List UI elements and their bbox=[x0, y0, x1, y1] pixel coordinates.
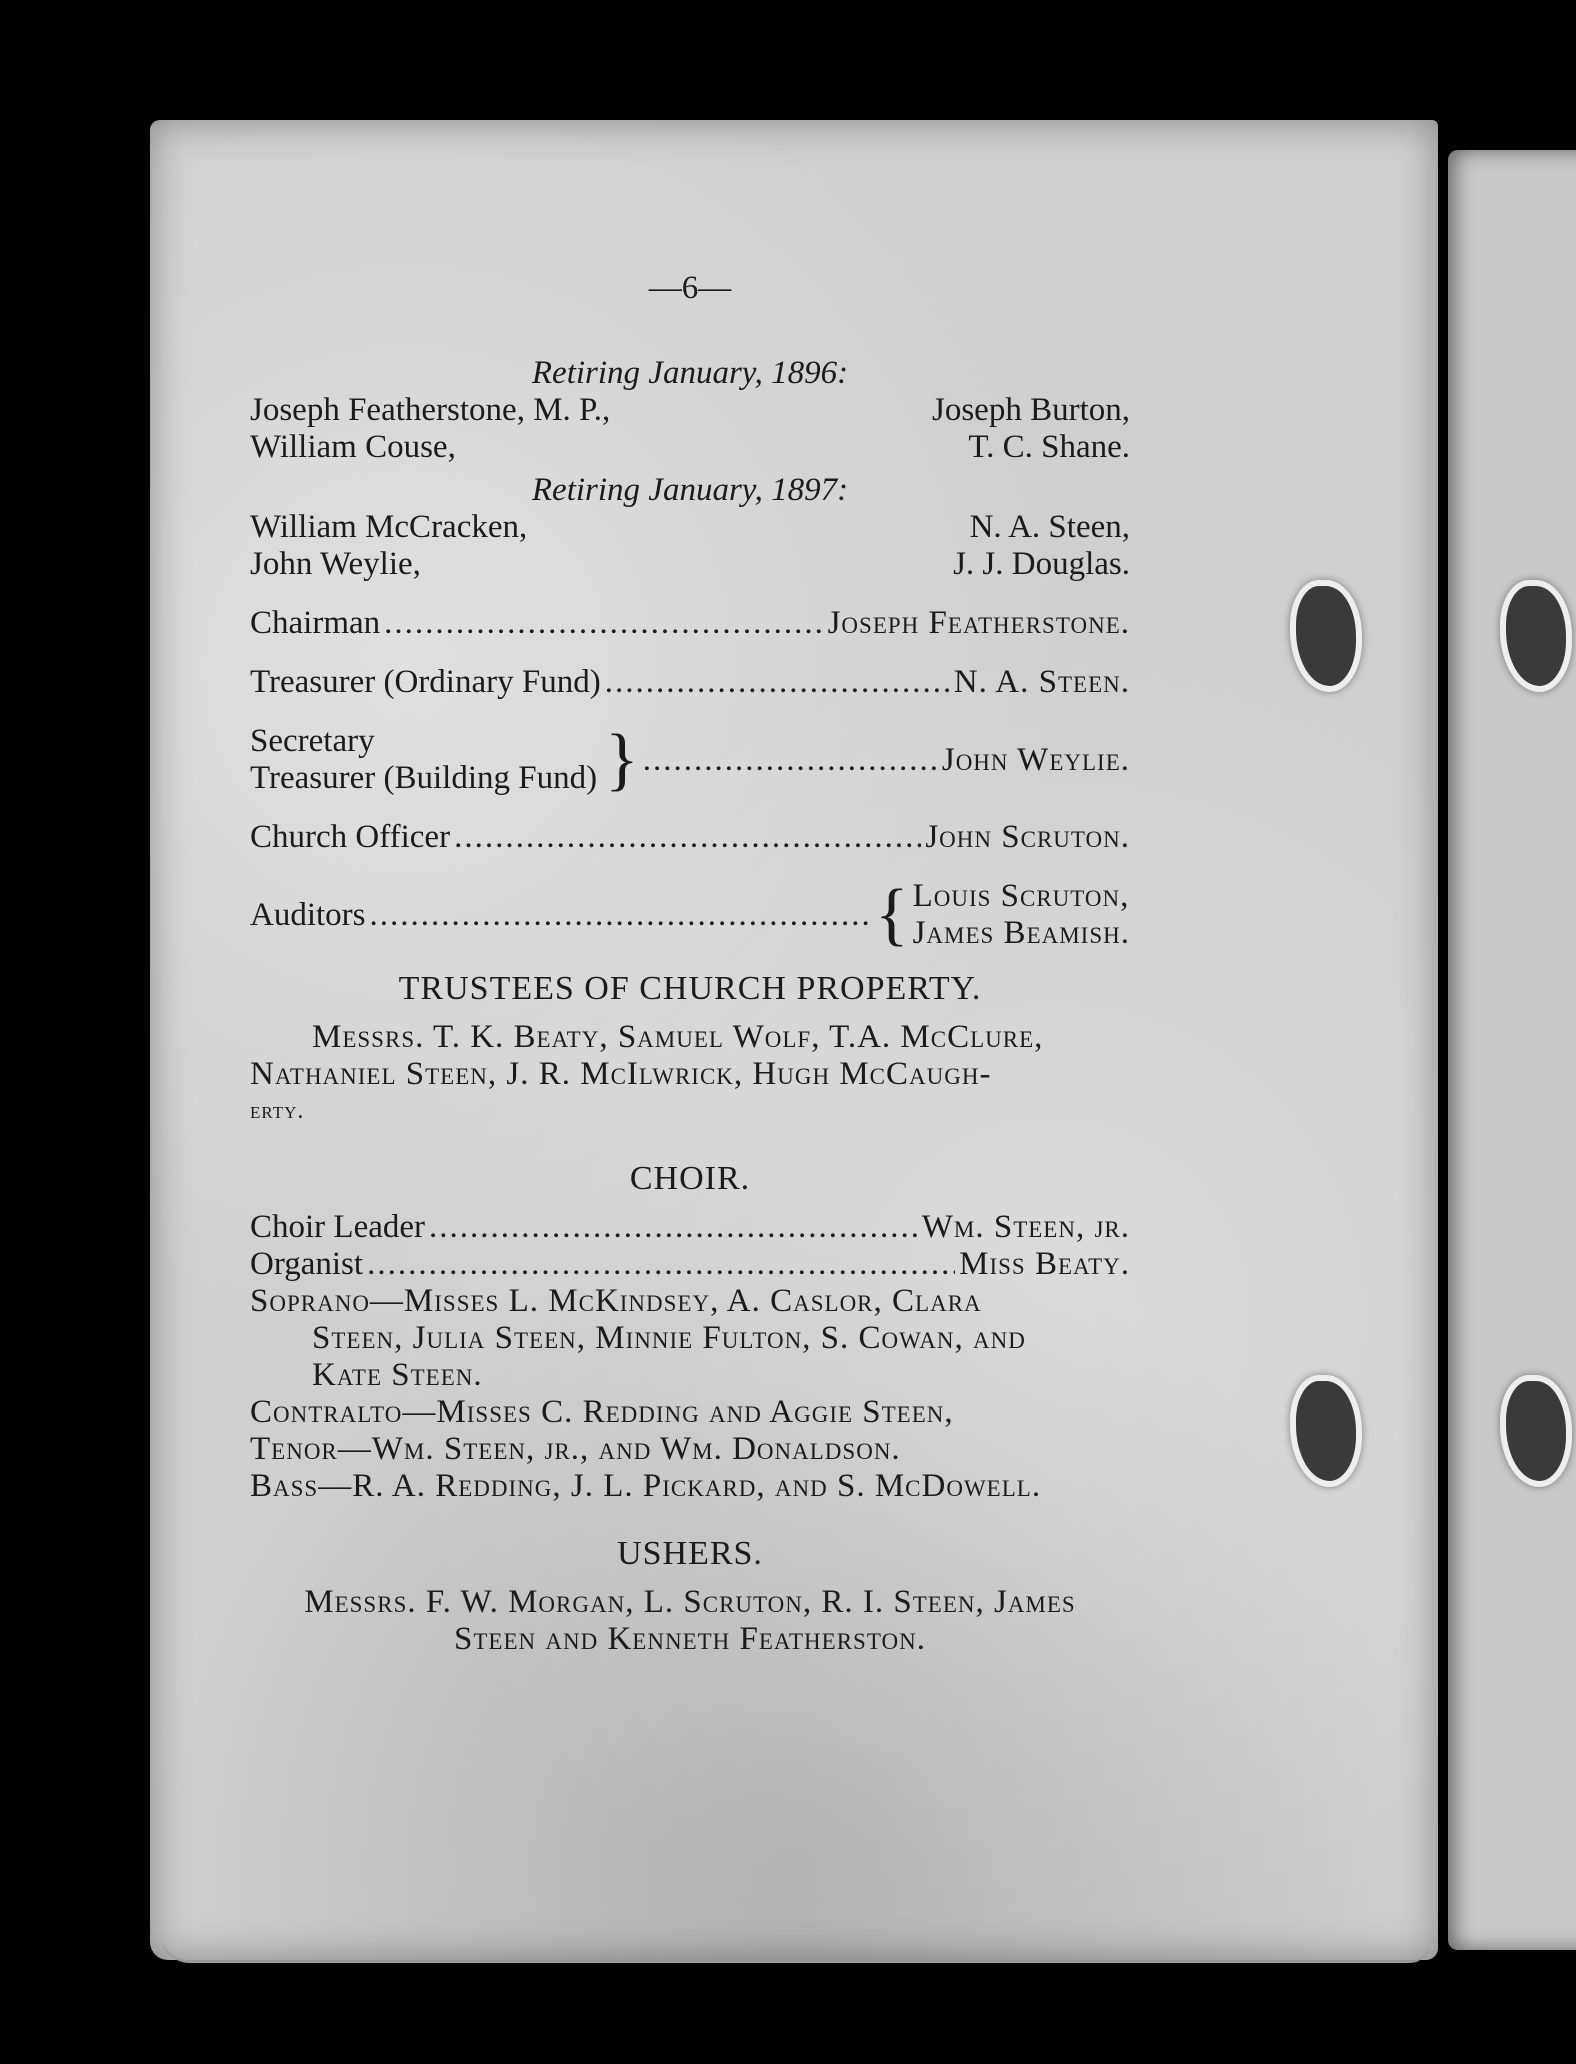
choir-leader-value: Wm. Steen, jr. bbox=[921, 1209, 1130, 1245]
page-content bbox=[250, 270, 1130, 1658]
auditor-name: James Beamish. bbox=[912, 915, 1130, 951]
secretary-row bbox=[250, 723, 1130, 797]
organist-value: Miss Beaty. bbox=[959, 1246, 1130, 1282]
leader-dots bbox=[384, 605, 823, 642]
page-edge bbox=[160, 1900, 1430, 1963]
organist-row bbox=[250, 1246, 1130, 1283]
page-number: —6— bbox=[648, 270, 732, 306]
soprano-line: Steen, Julia Steen, Minnie Fulton, S. Cowan, and bbox=[312, 1320, 1026, 1356]
brace: } bbox=[605, 721, 639, 798]
secretary-value: John Weylie. bbox=[941, 741, 1130, 778]
auditors-list bbox=[913, 878, 1130, 952]
retiring-1896-label: Retiring January, 1896: bbox=[531, 355, 849, 391]
trustees-text: Messrs. T. K. Beaty, Samuel Wolf, T.A. McClure, bbox=[312, 1019, 1044, 1055]
secretary-label: Secretary bbox=[250, 723, 375, 759]
board-member: N. A. Steen, bbox=[969, 509, 1130, 545]
choir-heading: CHOIR. bbox=[629, 1160, 751, 1197]
chairman-value: Joseph Featherstone. bbox=[827, 605, 1130, 641]
bass-line: Bass—R. A. Redding, J. L. Pickard, and S. McDowell. bbox=[250, 1468, 1042, 1504]
choir-leader-row bbox=[250, 1209, 1130, 1246]
chairman-label: Chairman bbox=[250, 605, 381, 641]
ushers-line: Steen and Kenneth Featherston. bbox=[454, 1621, 926, 1657]
leader-dots bbox=[429, 1209, 918, 1246]
trustees-line: Nathaniel Steen, J. R. McIlwrick, Hugh McCaugh- bbox=[250, 1056, 992, 1092]
secretary-labels bbox=[250, 723, 597, 797]
choir-leader-label: Choir Leader bbox=[250, 1209, 426, 1245]
board-member: John Weylie, bbox=[250, 546, 421, 582]
trustees-heading: TRUSTEES OF CHURCH PROPERTY. bbox=[398, 970, 982, 1007]
contralto-line: Contralto—Misses C. Redding and Aggie Steen, bbox=[250, 1394, 954, 1430]
board-row bbox=[250, 546, 1130, 583]
board-member: William Couse, bbox=[250, 429, 456, 465]
leader-dots bbox=[643, 742, 938, 779]
leader-dots bbox=[454, 819, 921, 856]
tenor-line: Tenor—Wm. Steen, jr., and Wm. Donaldson. bbox=[250, 1431, 901, 1467]
officer-label: Church Officer bbox=[250, 819, 451, 855]
trustees-line bbox=[250, 1019, 1130, 1056]
brace: { bbox=[874, 876, 909, 953]
retiring-1897-label: Retiring January, 1897: bbox=[531, 472, 849, 508]
chairman-row bbox=[250, 605, 1130, 642]
treasurer-row bbox=[250, 664, 1130, 701]
organist-label: Organist bbox=[250, 1246, 364, 1282]
board-row bbox=[250, 429, 1130, 466]
board-member: Joseph Featherstone, M. P., bbox=[250, 392, 611, 428]
board-row bbox=[250, 509, 1130, 546]
officer-value: John Scruton. bbox=[925, 819, 1130, 855]
treasurer-label: Treasurer (Ordinary Fund) bbox=[250, 664, 601, 700]
leader-dots bbox=[370, 897, 871, 934]
board-member: William McCracken, bbox=[250, 509, 528, 545]
board-member: J. J. Douglas. bbox=[953, 546, 1130, 582]
soprano-line: Kate Steen. bbox=[312, 1357, 483, 1393]
auditors-label: Auditors bbox=[250, 896, 366, 933]
soprano-line: Soprano—Misses L. McKindsey, A. Caslor, Clara bbox=[250, 1283, 982, 1319]
board-member: T. C. Shane. bbox=[968, 429, 1130, 465]
trustees-line: erty. bbox=[250, 1098, 305, 1124]
facing-page bbox=[1448, 150, 1576, 1950]
ushers-heading: USHERS. bbox=[617, 1535, 763, 1572]
auditors-row bbox=[250, 878, 1130, 952]
leader-dots bbox=[605, 664, 950, 701]
building-treasurer-label: Treasurer (Building Fund) bbox=[250, 760, 598, 796]
board-row bbox=[250, 392, 1130, 429]
officer-row bbox=[250, 819, 1130, 856]
leader-dots bbox=[367, 1246, 955, 1283]
ushers-line: Messrs. F. W. Morgan, L. Scruton, R. I. Steen, James bbox=[304, 1584, 1076, 1620]
auditor-name: Louis Scruton, bbox=[912, 878, 1130, 914]
treasurer-value: N. A. Steen. bbox=[953, 664, 1130, 700]
board-member: Joseph Burton, bbox=[932, 392, 1130, 428]
